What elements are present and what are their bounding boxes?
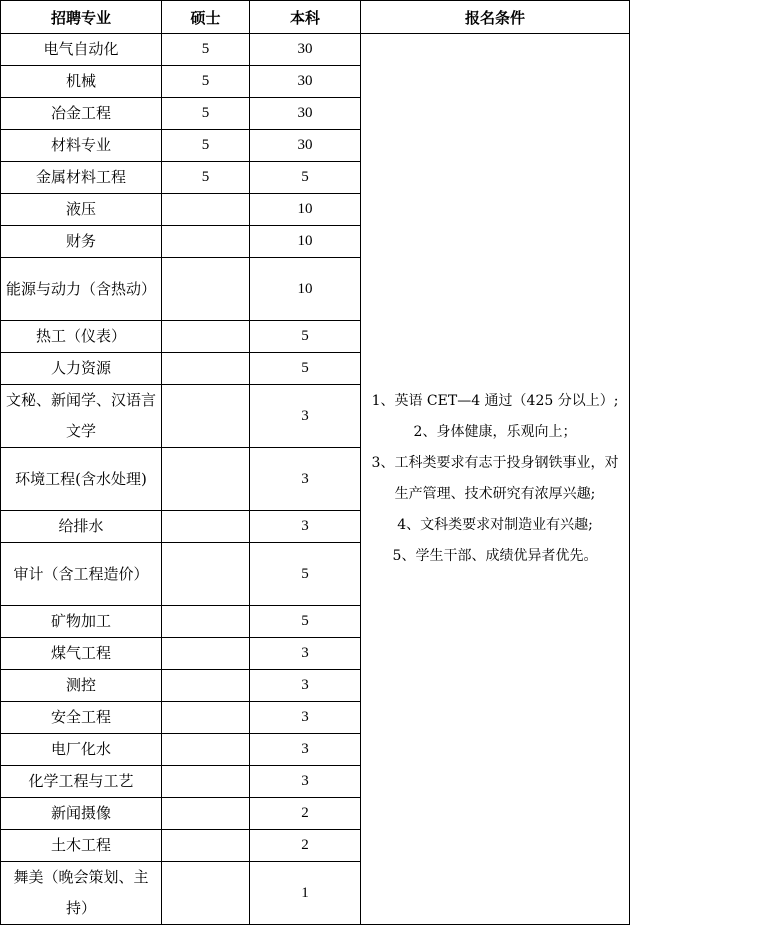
- major-cell: 测控: [1, 670, 162, 702]
- master-count-cell: [162, 353, 250, 385]
- master-count-cell: [162, 226, 250, 258]
- bachelor-count-cell: 3: [250, 448, 361, 511]
- major-cell: 矿物加工: [1, 606, 162, 638]
- bachelor-count-cell: 5: [250, 353, 361, 385]
- bachelor-count-cell: 5: [250, 162, 361, 194]
- master-count-cell: 5: [162, 66, 250, 98]
- master-count-cell: [162, 606, 250, 638]
- master-count-cell: 5: [162, 162, 250, 194]
- master-count-cell: 5: [162, 98, 250, 130]
- bachelor-count-cell: 30: [250, 66, 361, 98]
- major-cell: 土木工程: [1, 830, 162, 862]
- condition-item: 2、身体健康，乐观向上；: [413, 424, 577, 440]
- header-master: 硕士: [162, 1, 250, 34]
- master-count-cell: [162, 670, 250, 702]
- major-cell: 环境工程(含水处理): [1, 448, 162, 511]
- major-cell: 舞美（晚会策划、主持）: [1, 862, 162, 925]
- master-count-cell: [162, 385, 250, 448]
- bachelor-count-cell: 1: [250, 862, 361, 925]
- major-cell: 冶金工程: [1, 98, 162, 130]
- master-count-cell: [162, 543, 250, 606]
- major-cell: 给排水: [1, 511, 162, 543]
- table-row: [1, 34, 630, 66]
- bachelor-count-cell: 10: [250, 226, 361, 258]
- master-count-cell: [162, 638, 250, 670]
- header-bachelor: 本科: [250, 1, 361, 34]
- master-count-cell: [162, 194, 250, 226]
- bachelor-count-cell: 5: [250, 321, 361, 353]
- condition-item: 5、学生干部、成绩优异者优先。: [392, 548, 598, 564]
- master-count-cell: [162, 258, 250, 321]
- bachelor-count-cell: 30: [250, 34, 361, 66]
- bachelor-count-cell: 3: [250, 702, 361, 734]
- master-count-cell: [162, 798, 250, 830]
- condition-item: 1、英语 CET—4 通过（425 分以上）;: [371, 393, 619, 409]
- major-cell: 金属材料工程: [1, 162, 162, 194]
- bachelor-count-cell: 5: [250, 606, 361, 638]
- major-cell: 文秘、新闻学、汉语言文学: [1, 385, 162, 448]
- bachelor-count-cell: 30: [250, 98, 361, 130]
- conditions-cell: [361, 34, 630, 925]
- major-cell: 材料专业: [1, 130, 162, 162]
- table-header-row: [1, 1, 630, 34]
- bachelor-count-cell: 3: [250, 670, 361, 702]
- major-cell: 电气自动化: [1, 34, 162, 66]
- major-cell: 能源与动力（含热动）: [1, 258, 162, 321]
- header-major: 招聘专业: [1, 1, 162, 34]
- major-cell: 审计（含工程造价）: [1, 543, 162, 606]
- table-body: [1, 34, 630, 925]
- bachelor-count-cell: 2: [250, 830, 361, 862]
- master-count-cell: [162, 734, 250, 766]
- major-cell: 新闻摄像: [1, 798, 162, 830]
- bachelor-count-cell: 10: [250, 194, 361, 226]
- major-cell: 液压: [1, 194, 162, 226]
- major-cell: 电厂化水: [1, 734, 162, 766]
- major-cell: 财务: [1, 226, 162, 258]
- bachelor-count-cell: 3: [250, 766, 361, 798]
- master-count-cell: 5: [162, 130, 250, 162]
- bachelor-count-cell: 3: [250, 638, 361, 670]
- header-conditions: 报名条件: [361, 1, 630, 34]
- bachelor-count-cell: 30: [250, 130, 361, 162]
- major-cell: 人力资源: [1, 353, 162, 385]
- major-cell: 煤气工程: [1, 638, 162, 670]
- major-cell: 安全工程: [1, 702, 162, 734]
- bachelor-count-cell: 3: [250, 734, 361, 766]
- major-cell: 热工（仪表）: [1, 321, 162, 353]
- bachelor-count-cell: 3: [250, 385, 361, 448]
- condition-item: 3、工科类要求有志于投身钢铁事业，对生产管理、技术研究有浓厚兴趣;: [371, 455, 619, 502]
- master-count-cell: [162, 766, 250, 798]
- bachelor-count-cell: 3: [250, 511, 361, 543]
- master-count-cell: [162, 862, 250, 925]
- master-count-cell: [162, 830, 250, 862]
- major-cell: 化学工程与工艺: [1, 766, 162, 798]
- master-count-cell: 5: [162, 34, 250, 66]
- bachelor-count-cell: 10: [250, 258, 361, 321]
- master-count-cell: [162, 511, 250, 543]
- bachelor-count-cell: 2: [250, 798, 361, 830]
- condition-item: 4、文科类要求对制造业有兴趣;: [397, 517, 593, 533]
- major-cell: 机械: [1, 66, 162, 98]
- master-count-cell: [162, 702, 250, 734]
- master-count-cell: [162, 321, 250, 353]
- bachelor-count-cell: 5: [250, 543, 361, 606]
- master-count-cell: [162, 448, 250, 511]
